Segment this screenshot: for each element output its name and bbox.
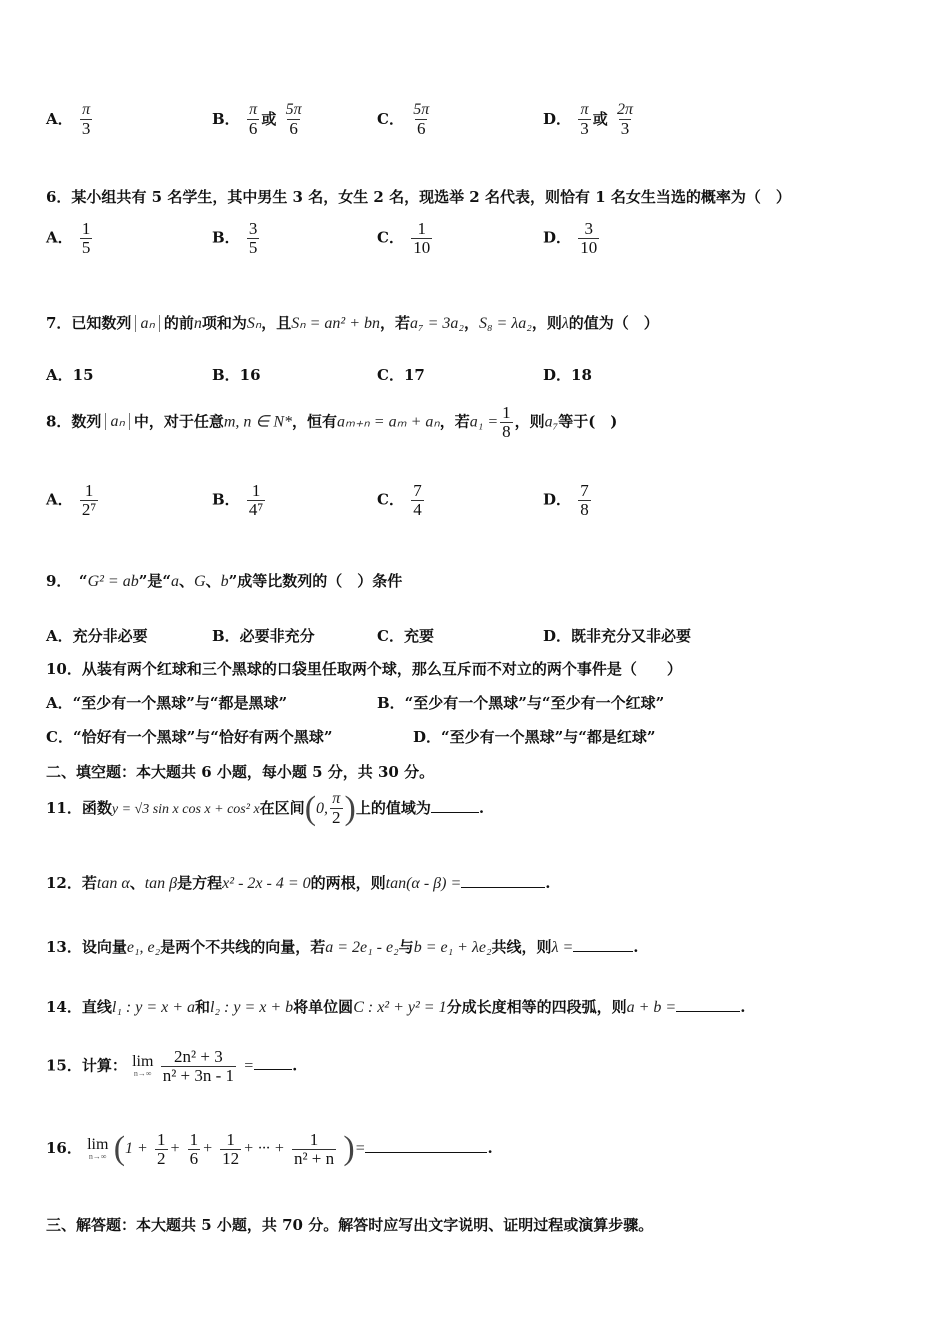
q6-stem: 6．某小组共有 5 名学生，其中男生 3 名，女生 2 名，现选举 2 名代表，则恰有 1 名女生当选的概率为（ ） (46, 188, 791, 206)
q10-option-d: D．“至少有一个黑球”与“都是红球” (413, 728, 656, 746)
q8-option-d: D． $\frac{7}{8}$ (543, 481, 589, 519)
q16-stem: 16． lim n→∞ (1 + $\frac{1}{2}$ + $\frac{1}{6}$ + $\frac{1}{12}$ + ··· + $\frac{1}{\text{n² + n}}$ )= . (46, 1129, 493, 1168)
q6-option-c: C． $\frac{1}{10}$ (377, 219, 431, 257)
q14-stem: 14．直线l₁ : y = x + a和l₂ : y = x + b将单位圆C : x² + y² = 1分成长度相等的四段弧，则a + b = . (46, 998, 746, 1016)
q5-option-c: C． $\frac{5\pi}{6}$ (377, 101, 430, 138)
q10-option-c: C．“恰好有一个黑球”与“恰好有两个黑球” (46, 728, 333, 746)
q10-option-b: B．“至少有一个黑球”与“至少有一个红球” (377, 694, 665, 712)
q5-option-a: A． $\frac{\pi}{3}$ (46, 101, 91, 138)
section-3-heading: 三、解答题：本大题共 5 小题，共 70 分。解答时应写出文字说明、证明过程或演算步骤。 (46, 1216, 654, 1234)
q6-option-d: D． $\frac{3}{10}$ (543, 219, 598, 257)
q8-option-b: B． $\frac{1}{\text{4⁷}}$ (212, 481, 264, 519)
q5-option-d: D． $\frac{\pi}{3}$ 或 $\frac{2\pi}{3}$ (543, 101, 634, 138)
q10-stem: 10．从装有两个红球和三个黑球的口袋里任取两个球，那么互斥而不对立的两个事件是（ ） (46, 660, 682, 678)
q9-option-a: A．充分非必要 (46, 627, 148, 645)
q5-option-b: B． $\frac{\pi}{6}$ 或 $\frac{5\pi}{6}$ (212, 101, 302, 138)
q8-option-c: C． $\frac{7}{4}$ (377, 481, 422, 519)
q9-option-b: B．必要非充分 (212, 627, 315, 645)
q6-option-a: A． $\frac{1}{5}$ (46, 219, 91, 257)
q15-stem: 15．计算： lim n→∞ $\frac{\text{2n² + 3}}{\text{n² + 3n - 1}}$ = . (46, 1047, 298, 1085)
q9-stem: 9． “G² = ab”是“a、G、b”成等比数列的（ ）条件 (46, 572, 403, 590)
q7-option-d: D．18 (543, 366, 592, 384)
q7-option-a: A．15 (46, 366, 94, 384)
section-2-heading: 二、填空题：本大题共 6 小题，每小题 5 分，共 30 分。 (46, 763, 435, 781)
q9-option-d: D．既非充分又非必要 (543, 627, 692, 645)
q13-stem: 13．设向量e₁, e₂是两个不共线的向量，若a = 2e₁ - e₂与b = e₁ + λe₂共线，则λ = . (46, 938, 639, 956)
q9-option-c: C．充要 (377, 627, 434, 645)
q7-stem: 7．已知数列 aₙ 的前n项和为Sₙ，且Sₙ = an² + bn，若a₇ = 3a₂，S₈ = λa₂，则λ的值为（ ） (46, 314, 659, 332)
q7-option-b: B．16 (212, 366, 261, 384)
q10-option-a: A．“至少有一个黑球”与“都是黑球” (46, 694, 288, 712)
q12-stem: 12．若tan α、tan β是方程x² - 2x - 4 = 0的两根，则tan(α - β) = . (46, 874, 551, 892)
q8-stem: 8．数列 aₙ 中，对于任意m, n ∈ N*，恒有aₘ₊ₙ = aₘ + aₙ，若a₁ = $\frac{1}{8}$ ，则a₇等于( ) (46, 403, 618, 441)
q8-option-a: A． $\frac{1}{\text{2⁷}}$ (46, 481, 97, 519)
q6-option-b: B． $\frac{3}{5}$ (212, 219, 258, 257)
q11-stem: 11．函数y = √3 sin x cos x + cos² x在区间(0, $\frac{\pi}{2}$ )上的值域为 . (46, 790, 485, 827)
q7-option-c: C．17 (377, 366, 425, 384)
